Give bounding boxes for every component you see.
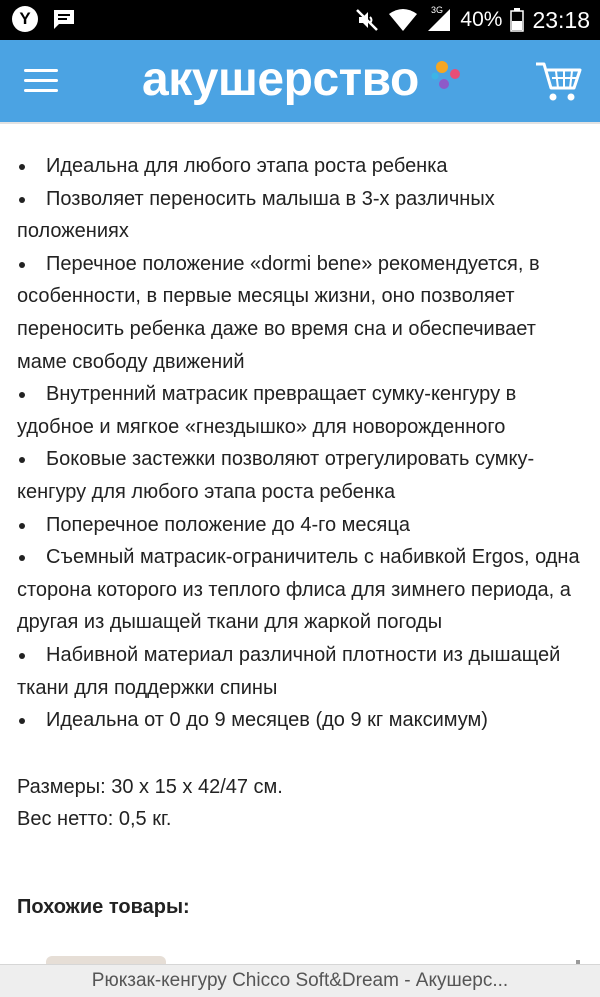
wifi-icon xyxy=(388,8,418,32)
specs xyxy=(17,771,587,836)
menu-icon-line xyxy=(24,69,58,72)
header-divider xyxy=(0,122,600,124)
app-bar xyxy=(0,40,600,122)
site-logo[interactable]: акушерство xyxy=(142,53,419,106)
cart-icon[interactable] xyxy=(534,58,584,104)
menu-icon-line xyxy=(24,89,58,92)
status-bar xyxy=(0,0,600,40)
feature-item: Набивной материал различной плотности из дышащей ткани для поддержки спины xyxy=(17,639,587,704)
clock: 23:18 xyxy=(532,6,590,33)
feature-item: Идеальна для любого этапа роста ребенка xyxy=(17,150,587,183)
feature-item: Позволяет переносить малыша в 3-х различных положениях xyxy=(17,183,587,248)
feature-item: Поперечное положение до 4-го месяца xyxy=(17,509,587,542)
network-type-label: 3G xyxy=(431,5,444,15)
feature-item: Идеальна от 0 до 9 месяцев (до 9 кг максимум) xyxy=(17,704,587,737)
dimensions-text: Размеры: 30 х 15 х 42/47 см. xyxy=(17,775,283,798)
similar-products-heading: Похожие товары: xyxy=(17,895,190,918)
logo-dots-icon xyxy=(428,58,468,98)
message-icon xyxy=(52,8,76,30)
mute-icon xyxy=(354,7,380,33)
battery-icon xyxy=(510,8,524,32)
feature-item: Боковые застежки позволяют отрегулировать сумку-кенгуру для любого этапа роста ребенка xyxy=(17,443,587,508)
product-description xyxy=(17,150,587,923)
feature-item: Внутренний матрасик превращает сумку-кенгуру в удобное и мягкое «гнездышко» для новорожденного xyxy=(17,378,587,443)
menu-button[interactable] xyxy=(24,67,60,95)
feature-list xyxy=(17,150,587,737)
feature-item: Съемный матрасик-ограничитель с набивкой Ergos, одна сторона которого из теплого флиса для зимнего периода, а другая из дышащей ткани для жаркой погоды xyxy=(17,541,587,639)
net-weight-text: Вес нетто: 0,5 кг. xyxy=(17,808,172,831)
battery-percent: 40% xyxy=(460,8,503,31)
menu-icon-line xyxy=(24,79,58,82)
yandex-app-icon: Y xyxy=(12,6,38,32)
browser-title-bar[interactable]: Рюкзак-кенгуру Chicco Soft&Dream - Акушерс... xyxy=(0,964,600,997)
feature-item: Перечное положение «dormi bene» рекомендуется, в особенности, в первые месяцы жизни, оно позволяет переносить ребенка даже во время сна и обеспечивает маме свободу движений xyxy=(17,248,587,378)
